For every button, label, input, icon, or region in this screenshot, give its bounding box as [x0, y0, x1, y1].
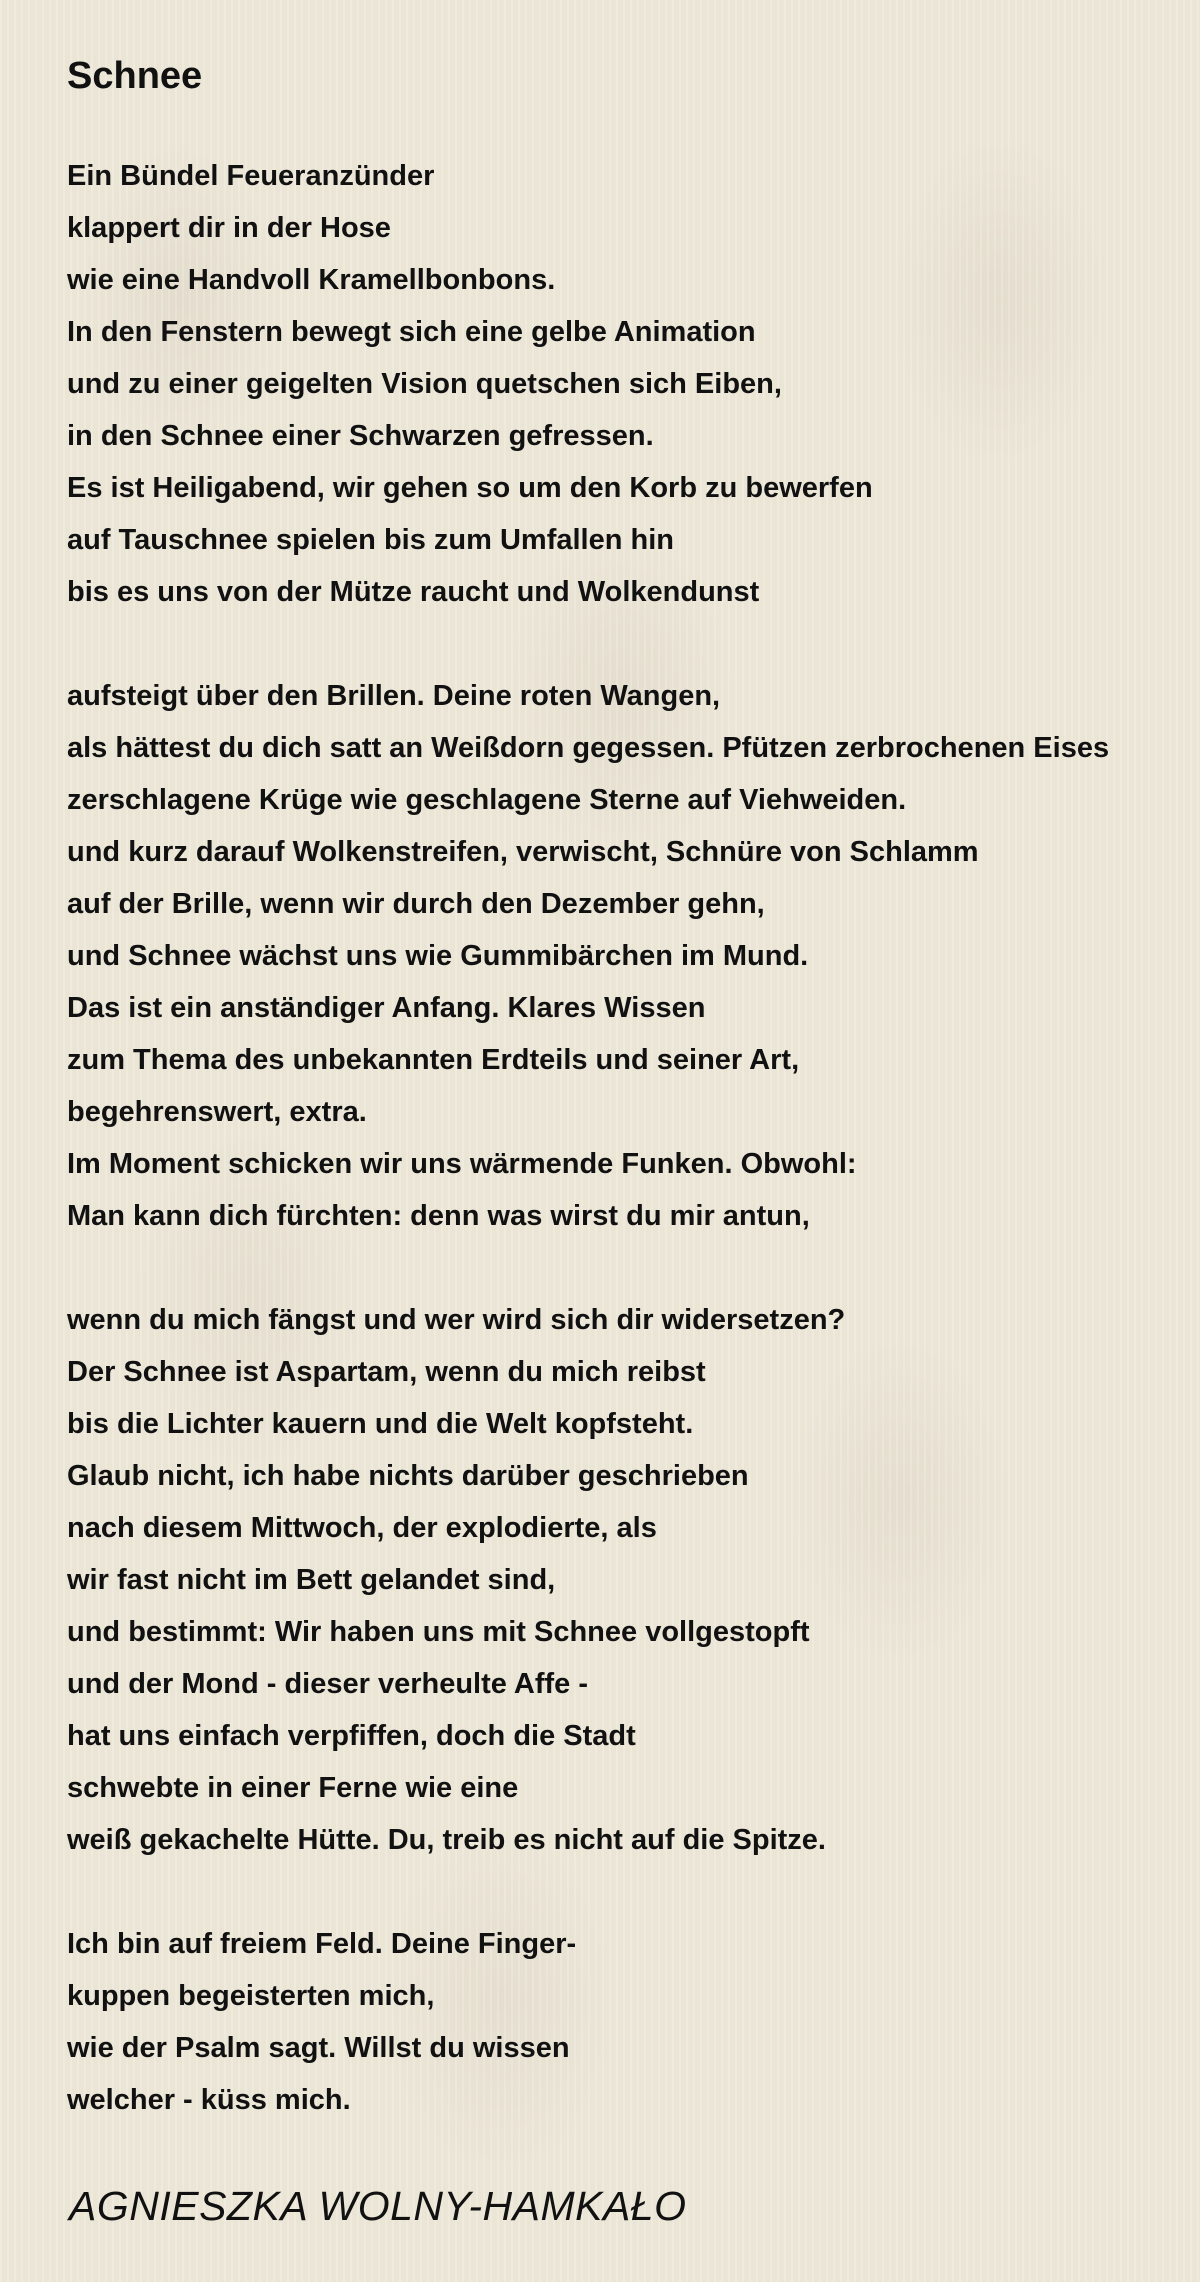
poem-line: und Schnee wächst uns wie Gummibärchen im Mund. — [67, 940, 809, 972]
poem-line: in den Schnee einer Schwarzen gefressen. — [67, 420, 654, 452]
poem-line: hat uns einfach verpfiffen, doch die Stadt — [67, 1720, 636, 1752]
poem-line: Es ist Heiligabend, wir gehen so um den Korb zu bewerfen — [67, 472, 873, 504]
stanza-4 — [67, 1918, 1200, 2126]
poem-line: Im Moment schicken wir uns wärmende Funken. Obwohl: — [67, 1148, 857, 1180]
poem-line: und zu einer geigelten Vision quetschen sich Eiben, — [67, 368, 782, 400]
poem-line: kuppen begeisterten mich, — [67, 1980, 435, 2012]
poem-line: welcher - küss mich. — [67, 2084, 351, 2116]
poem-line: wenn du mich fängst und wer wird sich dir widersetzen? — [67, 1304, 846, 1336]
poem-line: wie der Psalm sagt. Willst du wissen — [67, 2032, 570, 2064]
poem-line: als hättest du dich satt an Weißdorn gegessen. Pfützen zerbrochenen Eises — [67, 732, 1110, 764]
poem-line: Das ist ein anständiger Anfang. Klares Wissen — [67, 992, 706, 1024]
poem-line: aufsteigt über den Brillen. Deine roten Wangen, — [67, 680, 721, 712]
poem-line: und kurz darauf Wolkenstreifen, verwischt, Schnüre von Schlamm — [67, 836, 979, 868]
poem-line: schwebte in einer Ferne wie eine — [67, 1772, 519, 1804]
poem-line: In den Fenstern bewegt sich eine gelbe Animation — [67, 316, 756, 348]
stanza-3 — [67, 1294, 1200, 1866]
poem-line: Glaub nicht, ich habe nichts darüber geschrieben — [67, 1460, 749, 1492]
poem-line: wie eine Handvoll Kramellbonbons. — [67, 264, 556, 296]
poem-container — [67, 52, 1200, 100]
stanza-2 — [67, 670, 1200, 1242]
poem-line: weiß gekachelte Hütte. Du, treib es nicht auf die Spitze. — [67, 1824, 826, 1856]
poem-line: begehrenswert, extra. — [67, 1096, 367, 1128]
poem-line: Ein Bündel Feueranzünder — [67, 160, 435, 192]
poem-line: zerschlagene Krüge wie geschlagene Sterne auf Viehweiden. — [67, 784, 907, 816]
poem-line: bis die Lichter kauern und die Welt kopfsteht. — [67, 1408, 694, 1440]
poem-line: Man kann dich fürchten: denn was wirst du mir antun, — [67, 1200, 810, 1232]
poem-line: und der Mond - dieser verheulte Affe - — [67, 1668, 588, 1700]
poem-line: und bestimmt: Wir haben uns mit Schnee vollgestopft — [67, 1616, 810, 1648]
poem-line: Der Schnee ist Aspartam, wenn du mich reibst — [67, 1356, 706, 1388]
poem-line: wir fast nicht im Bett gelandet sind, — [67, 1564, 556, 1596]
poem-line: nach diesem Mittwoch, der explodierte, als — [67, 1512, 657, 1544]
poem-line: Ich bin auf freiem Feld. Deine Finger- — [67, 1928, 577, 1960]
poem-line: auf Tauschnee spielen bis zum Umfallen hin — [67, 524, 674, 556]
poem-line: bis es uns von der Mütze raucht und Wolkendunst — [67, 576, 760, 608]
poem-title: Schnee — [67, 55, 203, 97]
poem-line: zum Thema des unbekannten Erdteils und seiner Art, — [67, 1044, 800, 1076]
stanza-1 — [67, 150, 1200, 618]
poem-author: AGNIESZKA WOLNY-HAMKAŁO — [69, 2183, 687, 2229]
poem-body — [67, 150, 1200, 2178]
poem-line: klappert dir in der Hose — [67, 212, 391, 244]
poem-line: auf der Brille, wenn wir durch den Dezember gehn, — [67, 888, 765, 920]
